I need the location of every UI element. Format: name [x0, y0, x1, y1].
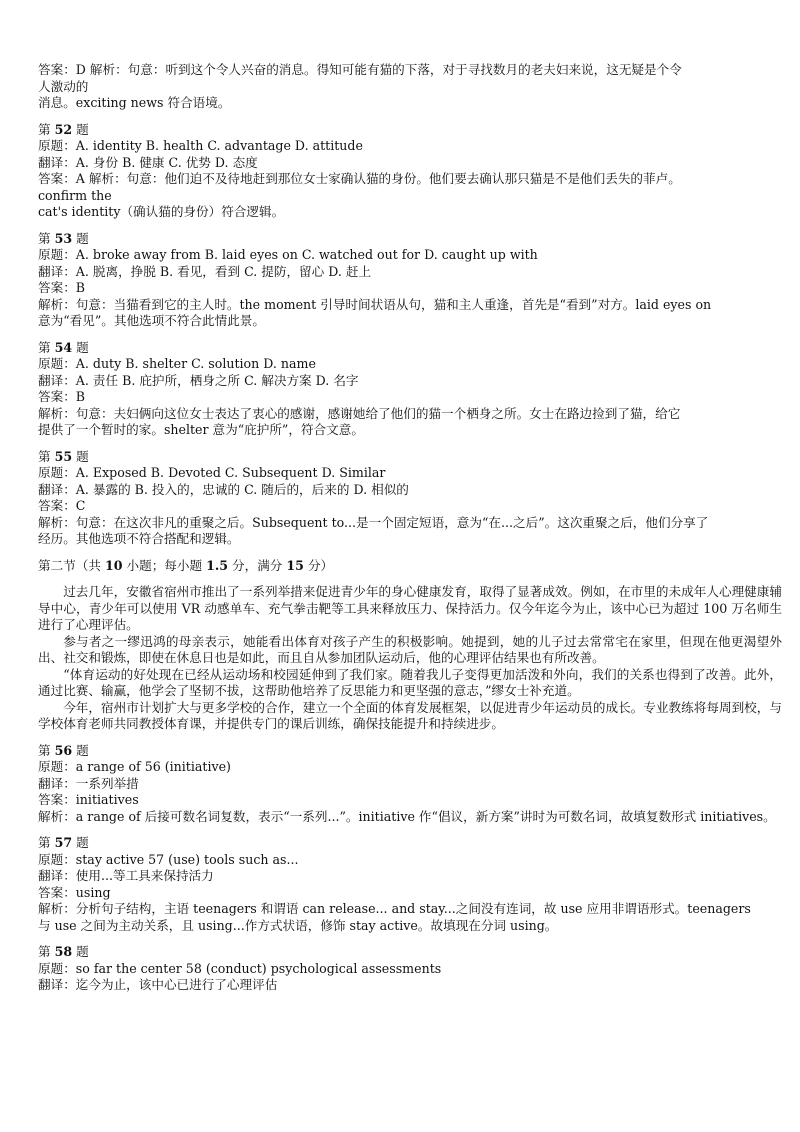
analysis: 经历。其他选项不符合搭配和逻辑。 — [38, 531, 240, 546]
question-number: 58 — [54, 944, 73, 959]
analysis: 解析：句意：在这次非凡的重聚之后。Subsequent to...是一个固定短语，意为“在...之后”。这次重聚之后，他们分享了 — [38, 514, 709, 530]
analysis: 解析：a range of 后接可数名词复数，表示“一系列...”。initiative 作“倡议，新方案”讲时为可数名词，故填复数形式 initiatives。 — [38, 808, 776, 824]
translation: 翻译：A. 暴露的 B. 投入的，忠诚的 C. 随后的，后来的 D. 相似的 — [38, 481, 409, 497]
title-suffix: 题 — [72, 742, 89, 758]
answer: 答案：B — [38, 280, 86, 295]
translation: 翻译：A. 责任 B. 庇护所，栖身之所 C. 解决方案 D. 名字 — [38, 372, 359, 388]
question-number: 55 — [54, 448, 73, 464]
answer-line: 人激动的 — [38, 78, 89, 94]
question-number: 57 — [54, 835, 73, 850]
question-title — [38, 340, 782, 357]
analysis: 解析：句意：夫妇俩向这位女士表达了衷心的感谢，感谢她给了他们的猫一个栖身之所。女士在路边捡到了猫，给它 — [38, 405, 681, 421]
answer: 答案：using — [38, 884, 111, 900]
title-suffix: 题 — [72, 339, 89, 355]
answer-analysis: confirm the — [38, 187, 112, 203]
document-content — [38, 62, 782, 994]
question-55 — [38, 449, 782, 548]
original-question: 原题：so far the center 58 (conduct) psychological assessments — [38, 960, 442, 976]
question-57 — [38, 835, 782, 934]
title-prefix: 第 — [38, 339, 55, 355]
passage-paragraph: 过去几年，安徽省宿州市推出了一系列举措来促进青少年的身心健康发育，取得了显著成效。例如，在市里的未成年人心理健康辅导中心，青少年可以使用 VR 动感单车、充气拳击靶等工具来释放压力、保持活力。仅今年迄今为止，该中心已为超过 100 万名师生进行了心理评估。 — [38, 584, 782, 632]
translation: 翻译：迄今为止，该中心已进行了心理评估 — [38, 977, 278, 992]
section-text: 小题；每小题 — [122, 557, 207, 573]
title-prefix: 第 — [38, 121, 55, 137]
section-heading — [38, 558, 782, 575]
answer-analysis: 答案：A 解析：句意：他们迫不及待地赶到那位女士家确认猫的身份。他们要去确认那只猫是不是他们丢失的菲卢。 — [38, 171, 681, 186]
translation-passage — [38, 584, 782, 733]
question-title — [38, 449, 782, 466]
answer-line: 答案：D 解析：句意：听到这个令人兴奋的消息。得知可能有猫的下落，对于寻找数月的老夫妇来说，这无疑是个令 — [38, 62, 682, 77]
question-52 — [38, 122, 782, 221]
title-prefix: 第 — [38, 944, 55, 959]
original-question: 原题：a range of 56 (initiative) — [38, 759, 231, 774]
title-suffix: 题 — [72, 448, 89, 464]
title-prefix: 第 — [38, 230, 55, 246]
question-number: 56 — [54, 742, 73, 758]
translation: 翻译：A. 身份 B. 健康 C. 优势 D. 态度 — [38, 154, 258, 170]
answer-line: 消息。exciting news 符合语境。 — [38, 95, 231, 110]
question-56 — [38, 743, 782, 826]
answer: 答案：initiatives — [38, 792, 139, 807]
question-number: 52 — [54, 121, 73, 137]
original-question: 原题：stay active 57 (use) tools such as... — [38, 851, 299, 867]
question-count: 10 — [104, 557, 123, 573]
question-number: 53 — [54, 230, 73, 246]
section-prefix: 第二节（共 — [38, 557, 105, 573]
section-text: 分，满分 — [228, 557, 287, 573]
translation: 翻译：A. 脱离，挣脱 B. 看见，看到 C. 提防，留心 D. 赶上 — [38, 263, 372, 279]
original-question: 原题：A. identity B. health C. advantage D. attitude — [38, 138, 363, 153]
question-number: 54 — [54, 339, 73, 355]
analysis: 与 use 之间为主动关系，且 using...作方式状语，修饰 stay active。故填现在分词 using。 — [38, 917, 558, 933]
original-question: 原题：A. broke away from B. laid eyes on C. watched out for D. caught up with — [38, 247, 538, 262]
question-54 — [38, 340, 782, 439]
section-suffix: 分） — [303, 557, 334, 573]
question-title — [38, 743, 782, 760]
original-question: 原题：A. duty B. shelter C. solution D. name — [38, 356, 316, 371]
translation: 翻译：使用...等工具来保持活力 — [38, 868, 214, 883]
analysis: 提供了一个暂时的家。shelter 意为“庇护所”，符合文意。 — [38, 422, 364, 437]
title-suffix: 题 — [72, 835, 89, 850]
total-points: 15 — [286, 557, 304, 573]
question-58 — [38, 944, 782, 994]
question-title — [38, 231, 782, 248]
question-title — [38, 835, 782, 852]
previous-answer-block — [38, 62, 782, 112]
title-prefix: 第 — [38, 835, 55, 850]
title-suffix: 题 — [72, 121, 89, 137]
title-suffix: 题 — [72, 230, 89, 246]
translation: 翻译：一系列举措 — [38, 775, 139, 791]
analysis: 解析：句意：当猫看到它的主人时。the moment 引导时间状语从句，猫和主人重逢，首先是“看到”对方。laid eyes on — [38, 296, 712, 312]
answer: 答案：C — [38, 498, 86, 513]
answer-analysis: cat's identity（确认猫的身份）符合逻辑。 — [38, 204, 285, 219]
title-prefix: 第 — [38, 742, 55, 758]
question-title — [38, 122, 782, 139]
question-title — [38, 944, 782, 961]
original-question: 原题：A. Exposed B. Devoted C. Subsequent D. Similar — [38, 465, 386, 480]
analysis: 解析：分析句子结构，主语 teenagers 和谓语 can release... and stay...之间没有连词，故 use 应用非谓语形式。teenagers — [38, 901, 751, 916]
passage-paragraph: 参与者之一缪迅鸿的母亲表示，她能看出体育对孩子产生的积极影响。她提到，她的儿子过去常常宅在家里，但现在他更渴望外出、社交和锻炼，即使在休息日也是如此，而且自从参加团队运动后，他的心理评估结果也有所改善。 — [38, 633, 782, 665]
title-prefix: 第 — [38, 448, 55, 464]
passage-paragraph: 今年，宿州市计划扩大与更多学校的合作，建立一个全面的体育发展框架，以促进青少年运动员的成长。专业教练将每周到校，与学校体育老师共同教授体育课，并提供专门的课后训练，确保技能提升和持续进步。 — [38, 699, 782, 731]
points-per-question: 1.5 — [206, 557, 229, 573]
question-53 — [38, 231, 782, 330]
passage-paragraph: “体育运动的好处现在已经从运动场和校园延伸到了我们家。随着我儿子变得更加活泼和外向，我们的关系也得到了改善。此外，通过比赛、输赢，他学会了坚韧不拔，这帮助他培养了反思能力和更坚强的意志，”缪女士补充道。 — [38, 666, 782, 698]
analysis: 意为“看见”。其他选项不符合此情此景。 — [38, 313, 265, 328]
title-suffix: 题 — [72, 944, 89, 959]
answer: 答案：B — [38, 389, 86, 404]
